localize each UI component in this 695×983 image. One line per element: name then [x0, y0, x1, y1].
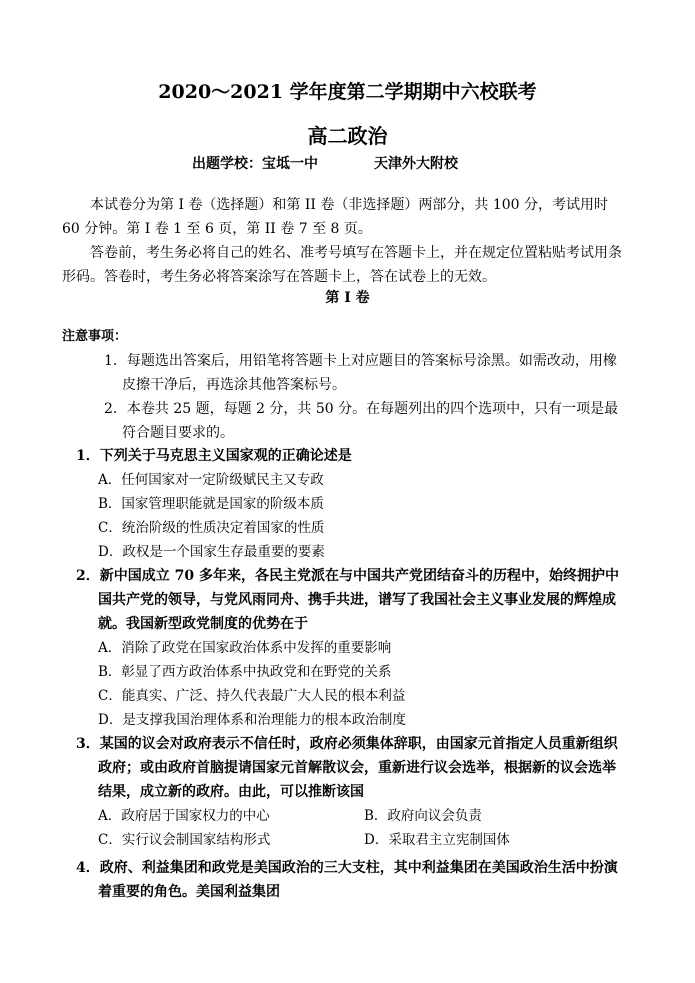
question-3-option-b: B．政府向议会负责 — [364, 808, 482, 824]
notice-item-1: 1．每题选出答案后，用铅笔将答题卡上对应题目的答案标号涂黑。如需改动，用橡 — [104, 353, 617, 369]
intro-paragraph-1: 本试卷分为第 I 卷（选择题）和第 II 卷（非选择题）两部分，共 100 分，考试用时 60 分钟。第 I 卷 1 至 6 页，第 II 卷 7 至 8 页。 — [62, 197, 609, 237]
notice-item-2-cont: 符合题目要求的。 — [122, 425, 234, 441]
question-2-option-b: B．彰显了西方政治体系中执政党和在野党的关系 — [98, 664, 392, 680]
subject-title: 高二政治 — [307, 124, 388, 148]
question-3-stem-line-1: 3．某国的议会对政府表示不信任时，政府必须集体辞职，由国家元首指定人员重新组织 — [76, 736, 618, 752]
notice-item-1-cont: 皮擦干净后，再选涂其他答案标号。 — [122, 377, 346, 393]
question-2-stem-line-3: 就。我国新型政党制度的优势在于 — [98, 616, 308, 632]
exam-title: 2020～2021 学年度第二学期期中六校联考 — [158, 81, 537, 103]
notice-heading: 注意事项： — [62, 329, 128, 344]
question-1-option-b: B．国家管理职能就是国家的阶级本质 — [98, 496, 324, 512]
question-4-stem-line-2: 着重要的角色。美国利益集团 — [98, 884, 280, 900]
question-3-option-c: C．实行议会制国家结构形式 — [98, 832, 271, 848]
question-2-option-d: D．是支撑我国治理体系和治理能力的根本政治制度 — [98, 712, 406, 728]
setter-schools — [192, 155, 458, 173]
section-title: 第 Ⅰ 卷 — [325, 290, 370, 306]
question-2-option-c: C．能真实、广泛、持久代表最广大人民的根本利益 — [98, 688, 406, 704]
notice-item-2: 2．本卷共 25 题，每题 2 分，共 50 分。在每题列出的四个选项中，只有一项是最 — [104, 401, 619, 417]
school-secondary: 天津外大附校 — [374, 156, 458, 172]
intro-paragraph-2: 答卷前，考生务必将自己的姓名、准考号填写在答题卡上，并在规定位置粘贴考试用条形码。答卷时，考生务必将答案涂写在答题卡上，答在试卷上的无效。 — [62, 245, 622, 285]
question-1-option-d: D．政权是一个国家生存最重要的要素 — [98, 544, 325, 560]
question-4-stem-line-1: 4．政府、利益集团和政党是美国政治的三大支柱，其中利益集团在美国政治生活中扮演 — [76, 860, 618, 876]
question-1-stem: 1．下列关于马克思主义国家观的正确论述是 — [76, 448, 352, 464]
question-3-option-d: D．采取君主立宪制国体 — [364, 832, 510, 848]
question-1-option-a: A．任何国家对一定阶级赋民主又专政 — [98, 472, 324, 488]
question-2-stem-line-2: 国共产党的领导，与党风雨同舟、携手共进，谱写了我国社会主义事业发展的辉煌成 — [98, 592, 616, 608]
question-2-stem-line-1: 2．新中国成立 70 多年来，各民主党派在与中国共产党团结奋斗的历程中，始终拥护中 — [76, 568, 619, 584]
school-primary: 出题学校：宝坻一中 — [192, 156, 318, 172]
question-3-stem-line-3: 结果，成立新的政府。由此，可以推断该国 — [98, 784, 364, 800]
question-3-stem-line-2: 政府；或由政府首脑提请国家元首解散议会，重新进行议会选举，根据新的议会选举 — [98, 760, 616, 776]
question-1-option-c: C．统治阶级的性质决定着国家的性质 — [98, 520, 325, 536]
question-3-option-a: A．政府居于国家权力的中心 — [98, 808, 270, 824]
intro-block — [62, 193, 622, 289]
question-2-option-a: A．消除了政党在国家政治体系中发挥的重要影响 — [98, 640, 392, 656]
